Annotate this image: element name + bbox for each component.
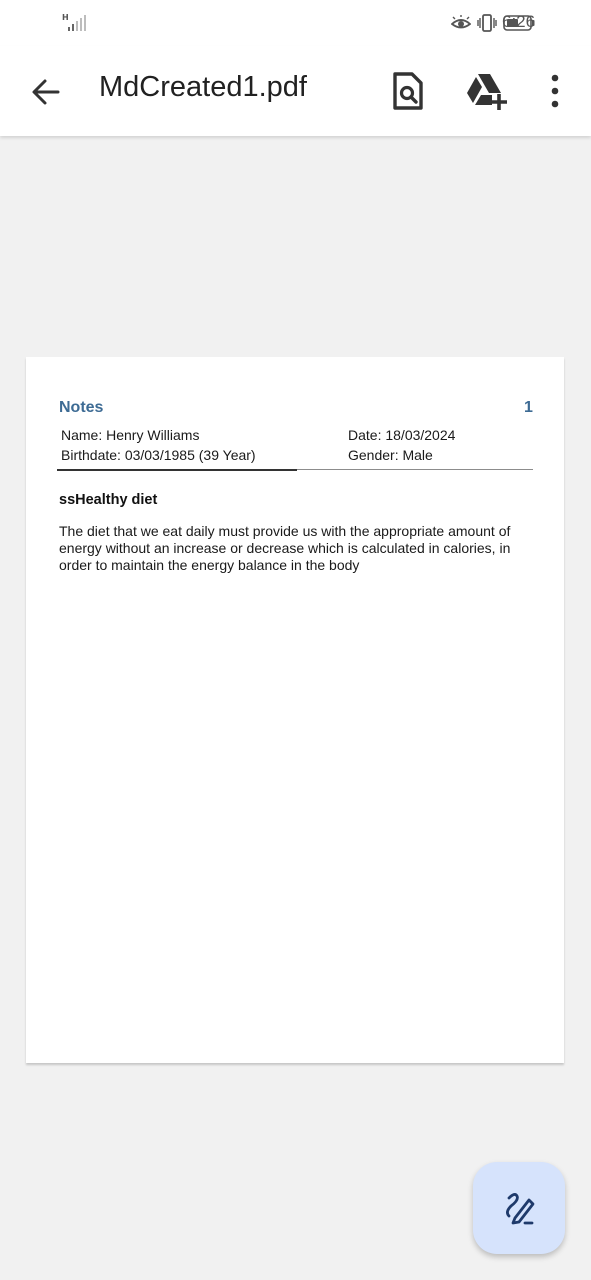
signal-icon <box>62 13 88 31</box>
document-date: Date: 18/03/2024 <box>348 427 456 443</box>
network-type-label: H <box>62 13 69 22</box>
vibrate-icon <box>477 14 497 32</box>
eye-comfort-icon <box>451 15 471 31</box>
patient-name: Name: Henry Williams <box>61 427 200 443</box>
patient-gender: Gender: Male <box>348 447 433 463</box>
annotate-fab[interactable] <box>473 1162 565 1254</box>
find-in-page-button[interactable] <box>388 70 428 112</box>
back-arrow-icon <box>26 72 66 112</box>
file-title: MdCreated1.pdf <box>99 71 307 103</box>
edit-pen-icon <box>501 1190 537 1226</box>
document-heading: Notes <box>59 399 104 416</box>
back-button[interactable] <box>26 72 66 112</box>
clock: 6:26 <box>502 12 536 31</box>
section-title: ssHealthy diet <box>59 492 158 508</box>
add-to-drive-button[interactable] <box>464 70 508 112</box>
add-to-drive-icon <box>464 70 508 112</box>
more-vert-icon <box>540 70 570 112</box>
find-in-page-icon <box>388 70 428 112</box>
header-divider-accent <box>57 469 297 471</box>
section-body: The diet that we eat daily must provide us with the appropriate amount of energy without an increase or decrease which is calculated in calories, in order to maintain the energy balance in the body <box>59 523 511 573</box>
app-bar <box>0 46 591 136</box>
patient-birthdate: Birthdate: 03/03/1985 (39 Year) <box>61 447 256 463</box>
page-number: 1 <box>524 399 533 416</box>
pdf-page <box>26 357 564 1063</box>
more-options-button[interactable] <box>540 70 570 112</box>
status-bar <box>0 0 591 46</box>
